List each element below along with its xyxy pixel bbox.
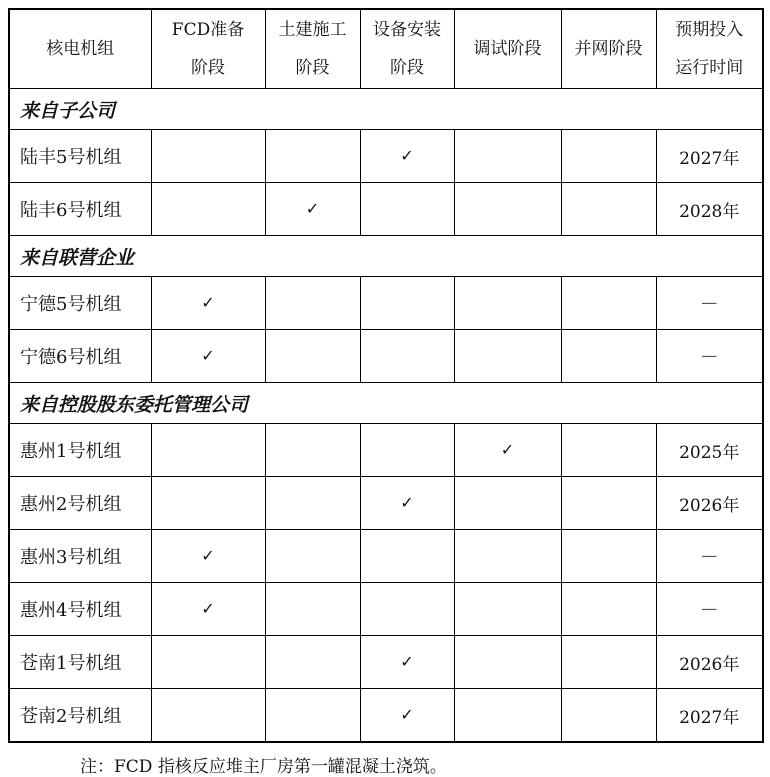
stage-cell — [360, 583, 454, 636]
header-line: FCD准备 — [171, 20, 245, 40]
table-row — [9, 530, 763, 583]
footnote: 注：FCD 指核反应堆主厂房第一罐混凝土浇筑。 — [80, 757, 447, 777]
stage-cell — [360, 477, 454, 530]
stage-cell — [265, 130, 360, 183]
unit-name-cell: 苍南2号机组 — [9, 689, 151, 743]
check-mark-icon: ✓ — [305, 199, 320, 218]
check-mark-icon: ✓ — [400, 493, 414, 512]
header-line: 设备安装 — [373, 20, 441, 40]
stage-cell — [360, 636, 454, 689]
expected-operation-value: 2027年 — [679, 148, 740, 169]
stage-cell — [454, 477, 561, 530]
header-fcd-prep — [151, 9, 265, 89]
expected-operation-value: 2025年 — [679, 442, 740, 463]
group-row — [9, 383, 763, 424]
group-title: 来自子公司 — [9, 89, 763, 130]
header-commissioning — [454, 9, 561, 89]
stage-cell — [265, 530, 360, 583]
expected-operation-cell — [656, 530, 763, 583]
stage-cell — [454, 424, 561, 477]
expected-operation-cell — [656, 689, 763, 743]
check-mark-icon: ✓ — [400, 652, 414, 671]
stage-cell — [151, 183, 265, 236]
unit-name-cell: 陆丰5号机组 — [9, 130, 151, 183]
table-row — [9, 183, 763, 236]
stage-cell — [561, 130, 656, 183]
stage-cell — [454, 183, 561, 236]
unit-name-cell: 惠州3号机组 — [9, 530, 151, 583]
table-row — [9, 277, 763, 330]
stage-cell — [454, 689, 561, 743]
stage-cell — [561, 530, 656, 583]
unit-name-cell: 惠州4号机组 — [9, 583, 151, 636]
unit-name-cell: 陆丰6号机组 — [9, 183, 151, 236]
stage-cell — [454, 277, 561, 330]
header-expected-operation — [656, 9, 763, 89]
stage-cell — [360, 183, 454, 236]
unit-name-cell: 宁德6号机组 — [9, 330, 151, 383]
stage-cell — [151, 689, 265, 743]
unit-name-cell: 惠州1号机组 — [9, 424, 151, 477]
stage-cell — [360, 689, 454, 743]
expected-operation-value: 2026年 — [679, 654, 740, 675]
table-row — [9, 330, 763, 383]
stage-cell — [454, 583, 561, 636]
check-mark-icon: ✓ — [201, 599, 215, 618]
stage-cell — [265, 477, 360, 530]
unit-name-cell: 苍南1号机组 — [9, 636, 151, 689]
unit-name-cell: 惠州2号机组 — [9, 477, 151, 530]
table-row — [9, 130, 763, 183]
check-mark-icon: ✓ — [400, 705, 414, 724]
stage-cell — [265, 689, 360, 743]
group-row — [9, 89, 763, 130]
stage-cell — [151, 636, 265, 689]
stage-cell — [561, 183, 656, 236]
header-line: 阶段 — [390, 58, 424, 78]
expected-operation-value: 2028年 — [679, 201, 740, 222]
table-row — [9, 689, 763, 743]
table-row — [9, 424, 763, 477]
stage-cell — [265, 277, 360, 330]
stage-cell — [360, 530, 454, 583]
stage-cell — [561, 424, 656, 477]
stage-cell — [561, 583, 656, 636]
stage-cell — [360, 424, 454, 477]
stage-cell — [265, 583, 360, 636]
header-line: 核电机组 — [46, 39, 115, 59]
expected-operation-value: — — [701, 293, 718, 312]
header-line: 阶段 — [295, 58, 330, 78]
expected-operation-cell — [656, 183, 763, 236]
nuclear-unit-status-table — [8, 8, 764, 743]
check-mark-icon: ✓ — [201, 293, 215, 312]
check-mark-icon: ✓ — [201, 546, 215, 565]
expected-operation-value: — — [701, 346, 718, 365]
stage-cell — [454, 330, 561, 383]
header-line: 土建施工 — [278, 20, 347, 40]
stage-cell — [360, 277, 454, 330]
stage-cell — [561, 277, 656, 330]
group-title: 来自联营企业 — [9, 236, 763, 277]
group-title: 来自控股股东委托管理公司 — [9, 383, 763, 424]
stage-cell — [151, 330, 265, 383]
stage-cell — [454, 530, 561, 583]
table-row — [9, 477, 763, 530]
stage-cell — [360, 130, 454, 183]
expected-operation-cell — [656, 424, 763, 477]
stage-cell — [151, 583, 265, 636]
stage-cell — [151, 530, 265, 583]
stage-cell — [151, 130, 265, 183]
nuclear-unit-table-container — [8, 8, 762, 743]
table-row — [9, 583, 763, 636]
expected-operation-cell — [656, 130, 763, 183]
header-equipment-install — [360, 9, 454, 89]
header-line: 预期投入 — [675, 20, 744, 40]
stage-cell — [265, 424, 360, 477]
stage-cell — [151, 477, 265, 530]
header-grid-connection — [561, 9, 656, 89]
header-unit — [9, 9, 151, 89]
expected-operation-value: 2027年 — [679, 707, 740, 728]
header-line: 阶段 — [191, 58, 225, 78]
header-line: 运行时间 — [675, 58, 744, 78]
check-mark-icon: ✓ — [201, 346, 215, 365]
stage-cell — [561, 689, 656, 743]
stage-cell — [360, 330, 454, 383]
expected-operation-value: — — [701, 546, 718, 565]
expected-operation-value: — — [701, 599, 718, 618]
stage-cell — [265, 330, 360, 383]
check-mark-icon: ✓ — [400, 146, 414, 165]
expected-operation-cell — [656, 477, 763, 530]
group-row — [9, 236, 763, 277]
header-line: 并网阶段 — [574, 39, 643, 59]
stage-cell — [561, 330, 656, 383]
expected-operation-cell — [656, 277, 763, 330]
stage-cell — [454, 130, 561, 183]
stage-cell — [265, 636, 360, 689]
stage-cell — [151, 277, 265, 330]
table-body — [9, 89, 763, 743]
header-civil-construction — [265, 9, 360, 89]
check-mark-icon: ✓ — [500, 440, 515, 459]
stage-cell — [561, 636, 656, 689]
stage-cell — [265, 183, 360, 236]
stage-cell — [454, 636, 561, 689]
expected-operation-cell — [656, 583, 763, 636]
table-header-row — [9, 9, 763, 89]
stage-cell — [151, 424, 265, 477]
header-line: 调试阶段 — [473, 39, 542, 59]
table-row — [9, 636, 763, 689]
expected-operation-cell — [656, 636, 763, 689]
stage-cell — [561, 477, 656, 530]
expected-operation-value: 2026年 — [679, 495, 740, 516]
expected-operation-cell — [656, 330, 763, 383]
unit-name-cell: 宁德5号机组 — [9, 277, 151, 330]
